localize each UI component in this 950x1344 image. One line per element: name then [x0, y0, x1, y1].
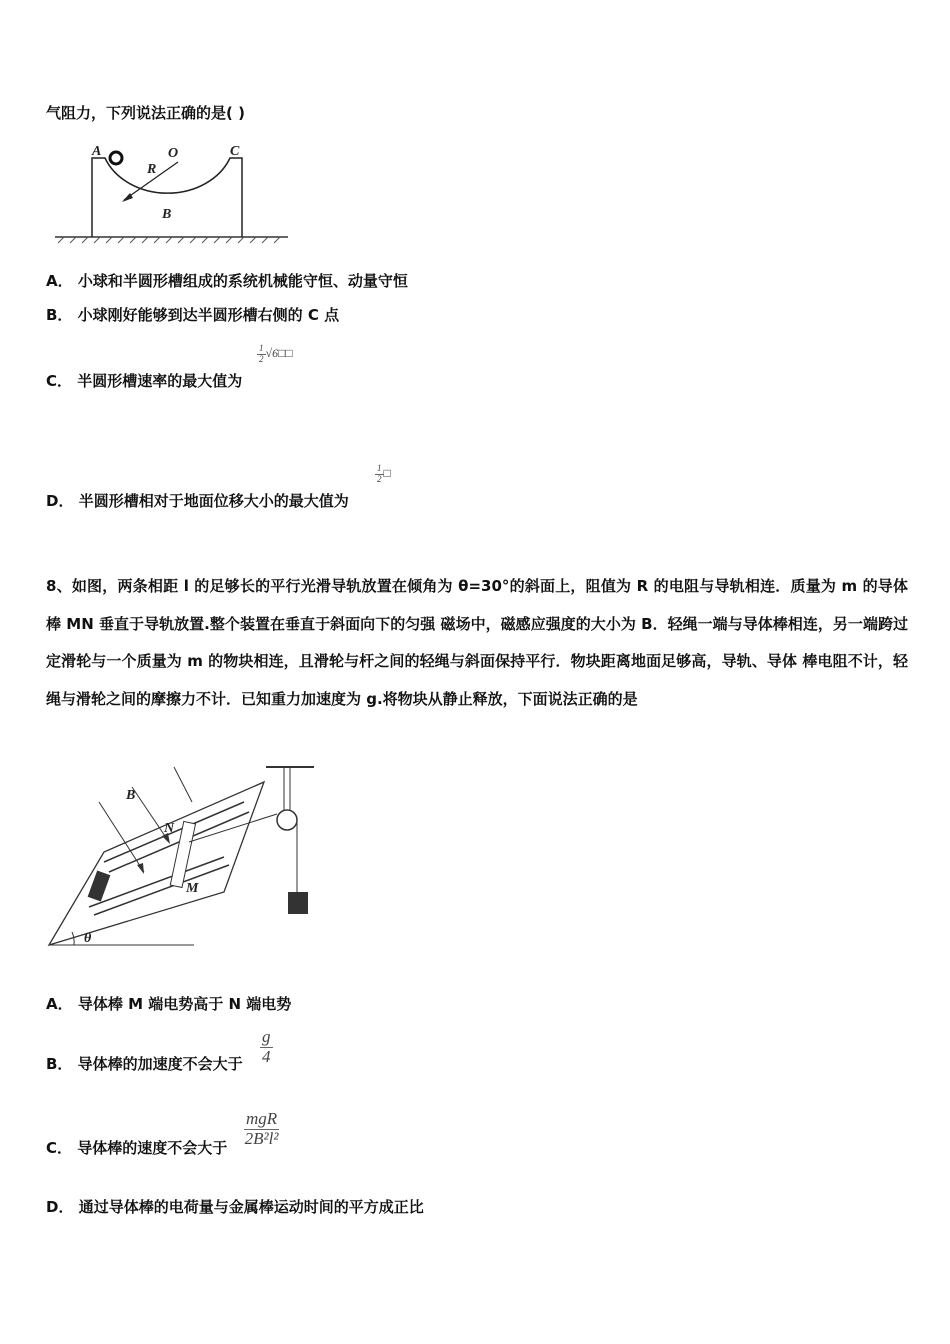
q7-option-a[interactable]: A． 小球和半圆形槽组成的系统机械能守恒、动量守恒	[46, 272, 408, 290]
q8-option-b-formula: $\frac{g}{4}$	[262, 1027, 271, 1066]
q7-stem-tail: 气阻力，下列说法正确的是( )	[46, 104, 245, 122]
svg-text:A: A	[92, 144, 102, 159]
svg-text:B: B	[126, 788, 136, 803]
svg-text:B: B	[162, 207, 172, 222]
q7-option-c-formula: $\frac{1}{2}$ √6□□	[259, 343, 293, 364]
q8-option-c[interactable]: C． 导体棒的速度不会大于	[46, 1139, 228, 1157]
q8-option-c-formula: $\frac{\text{mgR}}{\text{2B²l²}}$	[244, 1109, 279, 1148]
q8-option-d[interactable]: D． 通过导体棒的电荷量与金属棒运动时间的平方成正比	[46, 1198, 424, 1216]
q8-option-a[interactable]: A． 导体棒 M 端电势高于 N 端电势	[46, 995, 292, 1013]
q8-stem: 8、如图，两条相距 l 的足够长的平行光滑导轨放置在倾角为 θ=30°的斜面上，阻值为 R 的电阻与导轨相连．质量为 m 的导体棒 MN 垂直于导轨放置.整个装置在垂直于斜面向下的匀强 磁场中，磁感应强度的大小为 B．轻绳一端与导体棒相连，另一端跨过定滑轮与一个质量为 m 的物块相连，且滑轮与杆之间的轻绳与斜面保持平行．物块距离地面足够高，导轨、导体 棒电阻不计，轻绳与滑轮之间的摩擦力不计．已知重力加速度为 g.将物块从静止释放，下面说法正确的是	[46, 577, 908, 708]
q7-option-b[interactable]: B． 小球刚好能够到达半圆形槽右侧的 C 点	[46, 306, 340, 324]
svg-text:O: O	[168, 146, 179, 161]
q7-option-c[interactable]: C． 半圆形槽速率的最大值为	[46, 372, 243, 390]
q8-option-b[interactable]: B． 导体棒的加速度不会大于	[46, 1055, 243, 1073]
svg-text:θ: θ	[84, 931, 92, 946]
svg-text:N: N	[164, 821, 175, 836]
q8-figure-incline-rails	[44, 762, 324, 952]
q7-figure-semicircle-trough	[50, 140, 295, 245]
svg-text:C: C	[230, 144, 240, 159]
q7-option-d-formula: $\frac{1}{2}$ □	[377, 463, 391, 484]
svg-text:M: M	[186, 881, 199, 896]
svg-text:R: R	[147, 162, 157, 177]
q7-option-d[interactable]: D． 半圆形槽相对于地面位移大小的最大值为	[46, 492, 349, 510]
